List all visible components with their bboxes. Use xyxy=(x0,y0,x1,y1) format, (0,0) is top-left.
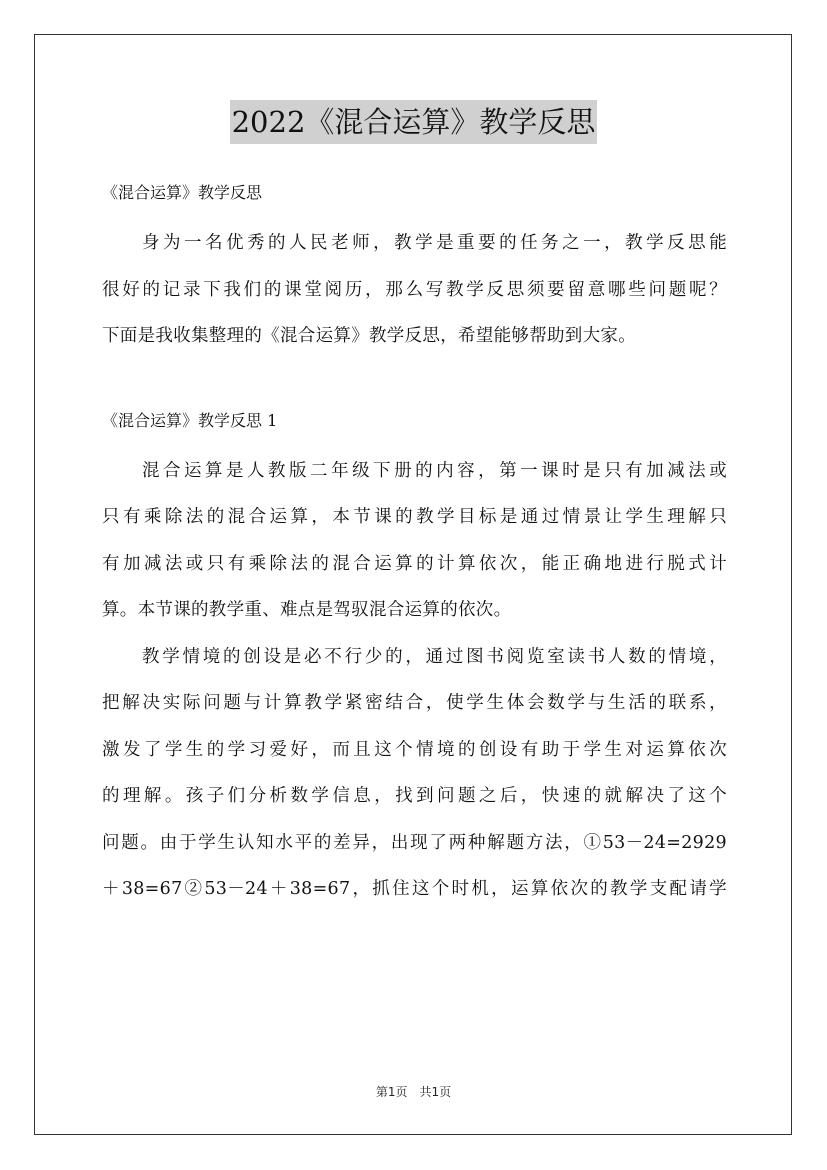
paragraph-line: 只有乘除法的混合运算，本节课的教学目标是通过情景让学生理解只 xyxy=(102,507,727,527)
document-title: 2022《混合运算》教学反思 xyxy=(230,100,598,144)
intro-line: 很好的记录下我们的课堂阅历，那么写教学反思须要留意哪些问题呢？ xyxy=(102,279,727,300)
intro-paragraph xyxy=(102,220,727,360)
paragraph-line: 算。本节课的教学重、难点是驾驭混合运算的依次。 xyxy=(102,600,512,620)
paragraph-2 xyxy=(102,634,727,913)
paragraph-line: 把解决实际问题与计算教学紧密结合，使学生体会数学与生活的联系， xyxy=(102,693,727,713)
section-spacer xyxy=(102,360,727,398)
paragraph-line: 教学情境的创设是必不行少的，通过图书阅览室读书人数的情境， xyxy=(142,646,727,667)
intro-heading: 《混合运算》教学反思 xyxy=(102,183,263,202)
intro-line: 身为一名优秀的人民老师，教学是重要的任务之一，教学反思能 xyxy=(142,233,727,253)
title-container xyxy=(0,100,827,144)
section-heading-1: 《混合运算》教学反思 1 xyxy=(102,410,278,430)
document-body xyxy=(102,170,727,913)
paragraph-line: 混合运算是人教版二年级下册的内容，第一课时是只有加减法或 xyxy=(142,460,727,481)
intro-line: 下面是我收集整理的《混合运算》教学反思，希望能够帮助到大家。 xyxy=(102,326,636,346)
page-footer: 第1页 共1页 xyxy=(375,1085,452,1099)
paragraph-line: 问题。由于学生认知水平的差异，出现了两种解题方法，①53－24=2929 xyxy=(102,832,727,853)
paragraph-line: ＋38=67②53－24＋38=67，抓住这个时机，运算依次的教学支配请学 xyxy=(102,879,727,899)
paragraph-1 xyxy=(102,448,727,634)
paragraph-line: 有加减法或只有乘除法的混合运算的计算依次，能正确地进行脱式计 xyxy=(102,553,727,574)
paragraph-line: 激发了学生的学习爱好，而且这个情境的创设有助于学生对运算依次 xyxy=(102,739,727,760)
paragraph-line: 的理解。孩子们分析数学信息，找到问题之后，快速的就解决了这个 xyxy=(102,786,727,806)
